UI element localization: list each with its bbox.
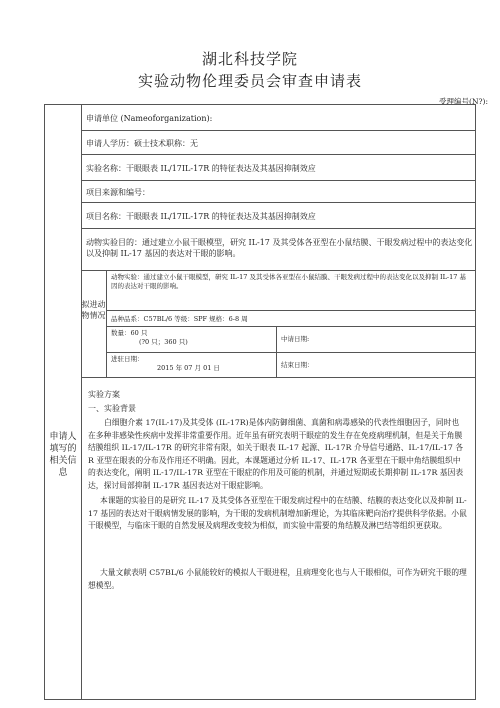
animal-description: 动物实验：通过建立小鼠干眼模型，研究 IL-17 及其受体各亚型在小鼠结膜、干眼发病过程中的表达变化以及抑制 IL-17 基因的表达对干眼的影响。 bbox=[107, 271, 475, 311]
plan-heading: 实验方案 bbox=[88, 390, 120, 399]
receipt-number-label: 受理编号(N?): bbox=[439, 97, 488, 106]
project-name: 项目名称：干眼眼表 IL/17IL-17R 的特征表达及其基因抑制效应 bbox=[86, 212, 316, 221]
project-source-label: 项目来源和编号： bbox=[86, 188, 150, 197]
experiment-plan-section bbox=[81, 383, 475, 699]
project-source-field bbox=[81, 181, 475, 203]
organization-field bbox=[81, 105, 475, 131]
animal-strain: 品种品系：C57BL/6 等级：SPF 规格：6-8 周 bbox=[107, 311, 475, 327]
entry-date-label: 进驻日期： bbox=[111, 355, 144, 363]
application-form bbox=[44, 104, 476, 700]
animal-count: 数量：60 只 bbox=[111, 329, 148, 337]
applicant-info-label: 申请人填写的相关信息 bbox=[49, 432, 77, 478]
animal-count-detail: (?0 只；360 只) bbox=[139, 338, 188, 346]
background-paragraph-3: 大量文献表明 C57BL/6 小鼠能较好的模拟人干眼进程，且病理变化也与人干眼相似，可作为研究干眼的理想模型。 bbox=[88, 568, 467, 590]
application-date: 中请日期: bbox=[277, 327, 475, 353]
entry-date-cell bbox=[107, 353, 277, 377]
entry-date-value: 2015 年 07 月 01 日 bbox=[157, 364, 220, 372]
background-paragraph-1: 白细胞介素 17(IL-17)及其受体 (IL-17R)是体内防御细菌、真菌和病毒感染的代表性细胞因子，同时也在多种非感染性疾病中发挥非常重要作用。近年虽有研究表明干眼症的发生存在免疫病理机制，但是关于角膜结膜组织 IL-17/IL-17R 的研究非常有限，如关于眼表 IL-17 起源、IL-17R 介导信号通路、IL-17/IL-17 各 R 亚型在眼表的分布及作用还不明确。因此，本课题通过分析 IL-17、IL-17R 各亚型在干眼中角结膜组织中的表达变化，阐明 IL-17/IL-17R 亚型在干眼症的作用及可能的机制，并通过短期或长期抑制 IL-17R 基因表达，探讨局部抑制 IL-17R 基因表达对干眼症影响。 bbox=[88, 418, 464, 490]
form-title: 实验动物伦理委员会审查申请表 bbox=[137, 72, 362, 90]
animal-section-label: 拟进动物情况 bbox=[81, 271, 107, 377]
left-label-column bbox=[45, 105, 82, 383]
project-name-field bbox=[81, 203, 475, 229]
background-paragraph-2: 本课题的实验目的是研究 IL-17 及其受体各亚型在干眼发病过程中的在结膜、结膜的表达变化以及抑制 IL-17 基因的表达对干眼病情发展的影响，为干眼的发病机制增加新理论，为其临床靶向治疗提供科学依据。小鼠干眼模型，与临床干眼的自然发展及病理改变较为相似，而实验中需要的角结膜及淋巴结等组织更获取。 bbox=[88, 496, 467, 530]
end-date: 结束日期： bbox=[281, 361, 314, 369]
animal-purpose-text: 动物实验目的：通过建立小鼠干眼模型，研究 IL-17 及其受体各亚型在小鼠结膜、干眼发病过程中的表达变化以及抑制 IL-17 基因的表达对干眼的影响。 bbox=[86, 238, 473, 258]
applicant-education-label: 申请人学历：硕士技术职称：无 bbox=[86, 139, 198, 148]
organization-label: 申请单位 (Nameoforganization): bbox=[86, 114, 213, 123]
experiment-name-field bbox=[81, 155, 475, 181]
experiment-name: 实验名称：干眼眼表 IL/17IL-17R 的特征表达及其基因抑制效应 bbox=[86, 164, 316, 173]
animal-details-table bbox=[81, 271, 475, 378]
institution-name: 湖北科技学院 bbox=[201, 50, 298, 68]
background-subheading: 一、实验背景 bbox=[88, 404, 136, 413]
animal-purpose-field bbox=[81, 229, 475, 271]
applicant-field bbox=[81, 131, 475, 155]
animal-count-cell bbox=[107, 327, 277, 353]
